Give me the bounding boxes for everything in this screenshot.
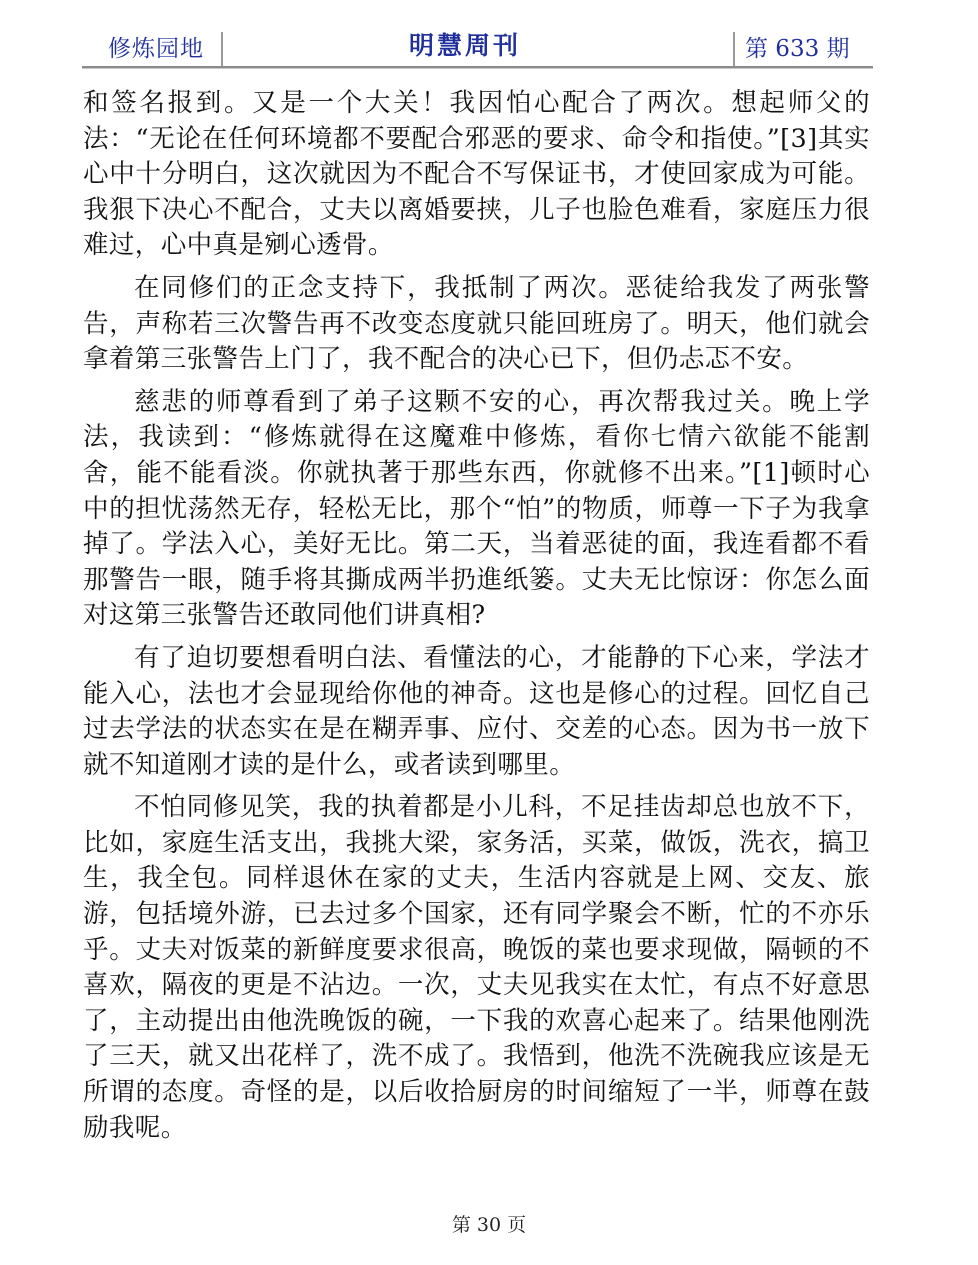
publication-title: 明慧周刊: [409, 31, 522, 60]
section-label: 修炼园地: [108, 36, 204, 62]
paragraph: 不怕同修见笑，我的执着都是小儿科，不足挂齿却总也放不下，比如，家庭生活支出，我挑大梁，家务活，买菜，做饭，洗衣，搞卫生，我全包。同样退休在家的丈夫，生活内容就是上网、交友、旅游，包括境外游，已去过多个国家，还有同学聚会不断，忙的不亦乐乎。丈夫对饭菜的新鲜度要求很高，晚饭的菜也要求现做，隔顿的不喜欢，隔夜的更是不沾边。一次，丈夫见我实在太忙，有点不好意思了，主动提出由他洗晚饭的碗，一下我的欢喜心起来了。结果他刚洗了三天，就又出花样了，洗不成了。我悟到，他洗不洗碗我应该是无所谓的态度。奇怪的是，以后收拾厨房的时间缩短了一半，师尊在鼓励我呢。: [83, 792, 870, 1143]
issue-number: 第 633 期: [745, 36, 850, 62]
page-number: 第 30 页: [451, 1214, 527, 1236]
header-divider: [221, 32, 223, 66]
paragraph: 有了迫切要想看明白法、看懂法的心，才能静的下心来，学法才能入心，法也才会显现给你他的神奇。这也是修心的过程。回忆自己过去学法的状态实在是在糊弄事、应付、交差的心态。因为书一放下就不知道刚才读的是什么，或者读到哪里。: [83, 642, 870, 780]
page-header: [82, 20, 873, 68]
header-divider: [733, 32, 735, 66]
paragraph: 慈悲的师尊看到了弟子这颗不安的心，再次帮我过关。晚上学法，我读到：“修炼就得在这魔难中修炼，看你七情六欲能不能割舍，能不能看淡。你就执著于那些东西，你就修不出来。”[1]顿时心中的担忧荡然无存，轻松无比，那个“怕”的物质，师尊一下子为我拿掉了。学法入心，美好无比。第二天，当着恶徒的面，我连看都不看那警告一眼，随手将其撕成两半扔進纸篓。丈夫无比惊讶：你怎么面对这第三张警告还敢同他们讲真相?: [83, 386, 870, 631]
article-body: [83, 86, 870, 1146]
paragraph: 和签名报到。又是一个大关！我因怕心配合了两次。想起师父的法：“无论在任何环境都不要配合邪恶的要求、命令和指使。”[3]其实心中十分明白，这次就因为不配合不写保证书，才使回家成为可能。我狠下决心不配合，丈夫以离婚要挟，儿子也脸色难看，家庭压力很难过，心中真是剜心透骨。: [83, 88, 870, 261]
header-rule: [82, 66, 873, 68]
paragraph: 在同修们的正念支持下，我抵制了两次。恶徒给我发了两张警告，声称若三次警告再不改变态度就只能回班房了。明天，他们就会拿着第三张警告上门了，我不配合的决心已下，但仍忐忑不安。: [83, 272, 870, 375]
